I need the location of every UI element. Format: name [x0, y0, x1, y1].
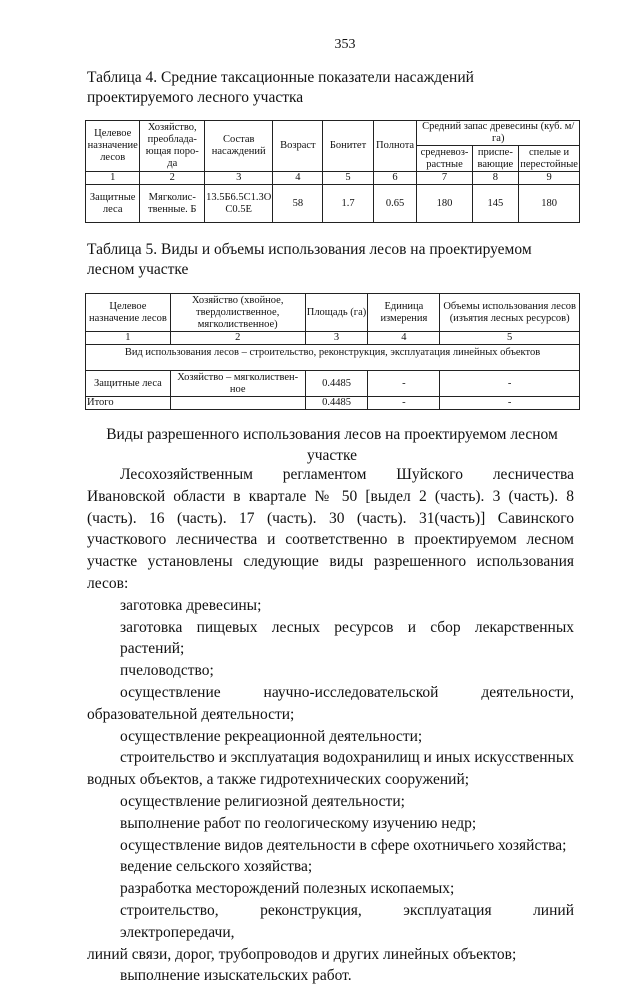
cell: Хозяйство – мягколиствен-ное: [170, 371, 305, 397]
cell: -: [440, 371, 580, 397]
num-cell: 5: [323, 172, 373, 185]
num-cell: 4: [273, 172, 323, 185]
list-item-cont: водных объектов, а также гидротехнических сооружений;: [87, 771, 470, 789]
cell: 180: [519, 185, 580, 223]
section-row: Вид использования лесов – строительство, реконструкция, эксплуатация линейных объектов: [86, 345, 580, 371]
list-item: пчеловодство;: [120, 662, 214, 680]
num-cell: 1: [86, 172, 140, 185]
page-number: 353: [334, 37, 356, 52]
num-cell: 7: [417, 172, 472, 185]
list-item-cont: образовательной деятельности;: [87, 705, 295, 723]
list-item: заготовка древесины;: [120, 596, 262, 614]
total-row: [86, 397, 580, 410]
table4-title: Таблица 4. Средние таксационные показатели насаждений проектируемого лесного участка: [87, 69, 474, 106]
list-item: разработка месторождений полезных ископаемых;: [120, 880, 455, 898]
num-cell: 8: [472, 172, 519, 185]
header-cell: Состав насаждений: [205, 121, 273, 172]
cell: [170, 397, 305, 410]
cell: 0.4485: [305, 397, 368, 410]
list-item: заготовка пищевых лесных ресурсов и сбор лекарственных растений;: [120, 618, 574, 658]
cell: -: [368, 371, 440, 397]
table-row: [86, 371, 580, 397]
cell: 0.65: [373, 185, 417, 223]
paragraph: Лесохозяйственным регламентом Шуйского лесничества Ивановской области в квартале № 50 [выдел 2 (часть). 3 (часть). 8 (часть). 16 (часть). 17 (часть). 30 (часть). 31(часть)] Савинского участкового лесничества и соответственно в проектируемом лесном участке установлены следующие виды разрешенного использования лесов:: [87, 466, 574, 592]
cell: 0.4485: [305, 371, 368, 397]
cell: 145: [472, 185, 519, 223]
section-heading: Виды разрешенного использования лесов на проектируемом лесном участке: [106, 426, 558, 464]
subheader-cell: приспе-вающие: [472, 146, 519, 172]
header-cell: Объемы использования лесов (изъятия лесных ресурсов): [440, 294, 580, 332]
num-cell: 3: [205, 172, 273, 185]
subheader-cell: средневоз-растные: [417, 146, 472, 172]
cell: Итого: [86, 397, 171, 410]
table-row: [86, 185, 580, 223]
header-cell: Целевое назначение лесов: [86, 294, 171, 332]
list-item: осуществление видов деятельности в сфере охотничьего хозяйства;: [120, 836, 567, 854]
num-cell: 5: [440, 332, 580, 345]
header-cell: Хозяйство (хвойное, твердолиственное, мягколиственное): [170, 294, 305, 332]
cell: 180: [417, 185, 472, 223]
num-cell: 6: [373, 172, 417, 185]
cell: -: [368, 397, 440, 410]
cell: 1.7: [323, 185, 373, 223]
cell: Защитные леса: [86, 185, 140, 223]
num-cell: 3: [305, 332, 368, 345]
cell: -: [440, 397, 580, 410]
cell: Защитные леса: [86, 371, 171, 397]
cell: Мягколис-твенные. Б: [140, 185, 205, 223]
cell: 58: [273, 185, 323, 223]
num-cell: 4: [368, 332, 440, 345]
list-item: выполнение изыскательских работ.: [120, 967, 352, 985]
list-item: строительство, реконструкция, эксплуатация линий электропередачи,: [120, 901, 574, 941]
list-item: выполнение работ по геологическому изучению недр;: [120, 814, 477, 832]
header-cell: Целевое назначение лесов: [86, 121, 140, 172]
header-cell: Средний запас древесины (куб. м/га): [417, 121, 580, 146]
number-row: [86, 172, 580, 185]
header-cell: Единица измерения: [368, 294, 440, 332]
body-text: [87, 464, 574, 987]
cell: 13.5Б6.5С1.3О С0.5Е: [205, 185, 273, 223]
subheader-cell: спелые и перестойные: [520, 146, 578, 170]
table5: [85, 293, 580, 410]
list-item: осуществление рекреационной деятельности;: [120, 727, 423, 745]
header-cell: Бонитет: [323, 121, 373, 172]
table4: [85, 120, 580, 223]
list-item: осуществление религиозной деятельности;: [120, 792, 405, 810]
list-item: осуществление научно-исследовательской деятельности,: [120, 683, 574, 701]
header-cell: Полнота: [373, 121, 417, 172]
header-cell: Возраст: [273, 121, 323, 172]
header-cell: Площадь (га): [305, 294, 368, 332]
num-cell: 1: [86, 332, 171, 345]
num-cell: 2: [140, 172, 205, 185]
table5-title: Таблица 5. Виды и объемы использования лесов на проектируемом лесном участке: [87, 241, 532, 278]
list-item-cont: линий связи, дорог, трубопроводов и других линейных объектов;: [87, 945, 517, 963]
list-item: строительство и эксплуатация водохранилищ и иных искусственных: [120, 749, 574, 767]
header-cell: Хозяйство, преоблада-ющая поро-да: [140, 121, 205, 172]
list-item: ведение сельского хозяйства;: [120, 858, 313, 876]
num-cell: 9: [519, 172, 580, 185]
num-cell: 2: [170, 332, 305, 345]
